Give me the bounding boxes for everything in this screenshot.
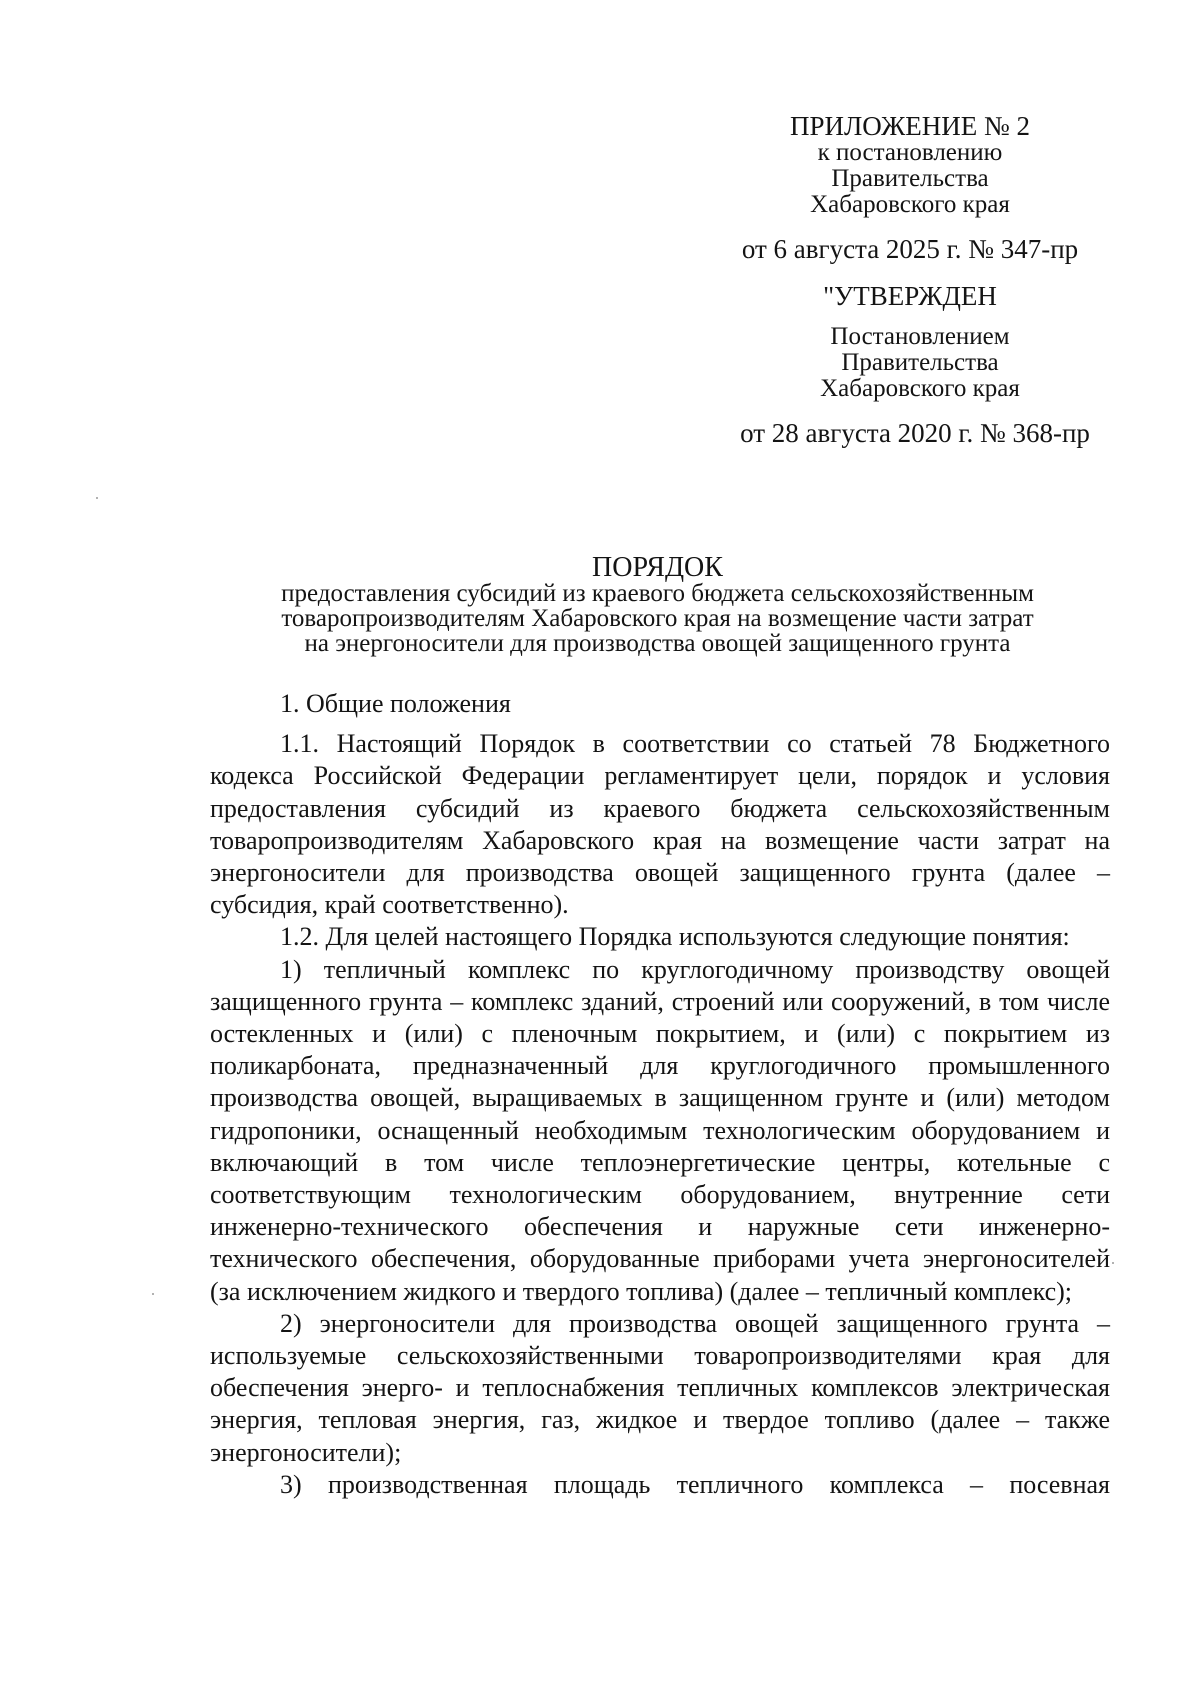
approval-date: от 28 августа 2020 г. № 368-пр <box>740 418 1090 448</box>
scan-speck <box>96 497 98 499</box>
approval-title: "УТВЕРЖДЕН <box>823 281 997 311</box>
paragraph-1-2: 1.2. Для целей настоящего Порядка используются следующие понятия: <box>280 922 1070 952</box>
approval-stamp <box>730 282 1110 446</box>
definition-2: 2) энергоносители для производства овощей защищенного грунта – используемые сельскохозяйственными товаропроизводителями края для обеспечения энерго- и теплоснабжения тепличных комплексов электрическая энергия, тепловая энергия, газ, жидкое и твердое топливо (далее – также энергоносители); <box>210 1308 1110 1467</box>
section-heading: 1. Общие положения <box>280 689 511 718</box>
approval-line: Правительства <box>841 349 999 376</box>
appendix-date: от 6 августа 2025 г. № 347-пр <box>741 234 1079 264</box>
scan-speck <box>152 1293 154 1295</box>
scan-speck <box>1112 1262 1114 1264</box>
appendix-line: к постановлению <box>817 139 1003 166</box>
definition-3: 3) производственная площадь тепличного комплекса – посевная <box>280 1469 1110 1499</box>
document-title: ПОРЯДОК <box>592 552 723 583</box>
document-subtitle-line: предоставления субсидий из краевого бюджета сельскохозяйственным <box>281 580 1034 607</box>
appendix-header <box>730 112 1090 262</box>
definition-1: 1) тепличный комплекс по круглогодичному производству овощей защищенного грунта – комплекс зданий, строений или сооружений, в том числе остекленных и (или) с пленочным покрытием, и (или) с покрытием из поликарбоната, предназначенный для круглогодичного промышленного производства овощей, выращиваемых в защищенном грунте и (или) методом гидропоники, оснащенный необходимым технологическим оборудованием и включающий в том числе теплоэнергетические центры, котельные с соответствующим технологическим оборудованием, внутренние сети инженерно-технического обеспечения и наружные сети инженерно-технического обеспечения, оборудованные приборами учета энергоносителей (за исключением жидкого и твердого топлива) (далее – тепличный комплекс); <box>210 954 1110 1306</box>
document-subtitle-line: на энергоносители для производства овощей защищенного грунта <box>304 630 1011 657</box>
document-title-block <box>205 552 1110 657</box>
appendix-line: Хабаровского края <box>810 191 1010 218</box>
appendix-title: ПРИЛОЖЕНИЕ № 2 <box>789 111 1031 141</box>
appendix-line: Правительства <box>831 165 989 192</box>
approval-line: Постановлением <box>830 323 1010 350</box>
document-body <box>210 688 1110 1501</box>
paragraph-1-1: 1.1. Настоящий Порядок в соответствии со статьей 78 Бюджетного кодекса Российской Федерации регламентирует цели, порядок и условия предоставления субсидий из краевого бюджета сельскохозяйственным товаропроизводителям Хабаровского края на возмещение части затрат на энергоносители для производства овощей защищенного грунта (далее – субсидия, край соответственно). <box>210 729 1110 920</box>
approval-line: Хабаровского края <box>820 375 1020 402</box>
document-subtitle-line: товаропроизводителям Хабаровского края на возмещение части затрат <box>281 605 1034 632</box>
